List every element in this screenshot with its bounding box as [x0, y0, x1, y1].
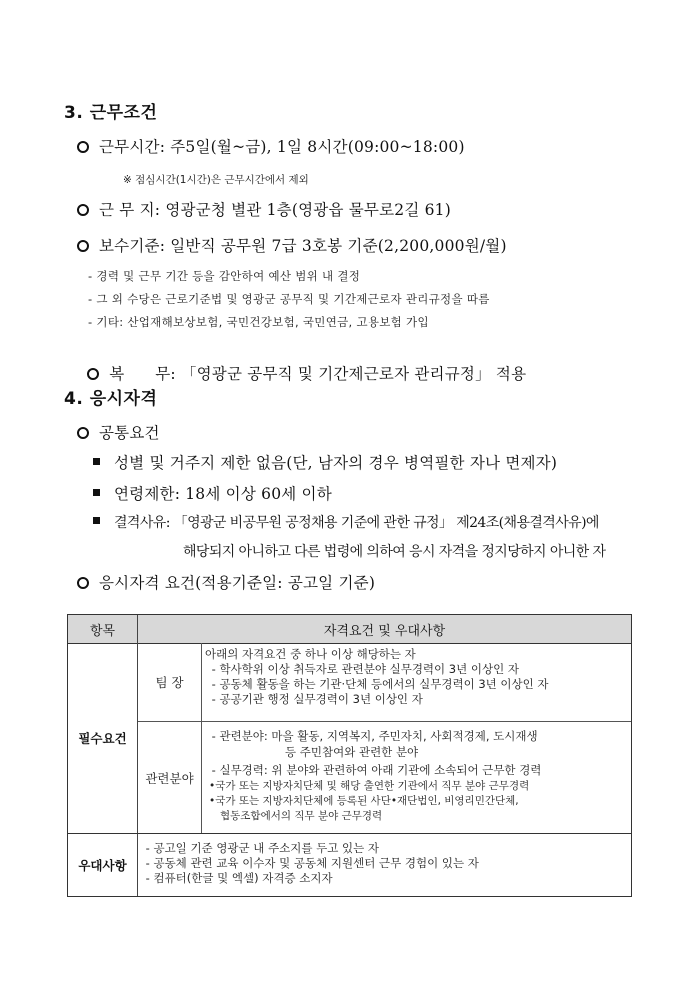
common-item-gender	[93, 451, 557, 473]
lunch-note: ※ 점심시간(1시간)은 근무시간에서 제외	[123, 174, 309, 186]
qualification-label-text: 응시자격 요건(적용기준일: 공고일 기준)	[99, 574, 376, 592]
team-leader-line: - 공동체 활동을 하는 기관·단체 등에서의 실무경력이 3년 이상인 자	[208, 677, 549, 691]
service-item	[77, 344, 526, 384]
header-requirements: 자격요건 및 우대사항	[323, 623, 446, 639]
related-field-line: 등 주민참여와 관련한 분야	[285, 745, 419, 759]
common-item-text: 결격사유: 「영광군 비공무원 공정채용 기준에 관한 규정」 제24조(채용결격사유)에	[114, 515, 599, 531]
preferred-line: - 공고일 기준 영광군 내 주소지를 두고 있는 자	[142, 841, 380, 855]
related-field-line: 협동조합에서의 직무 분야 근무경력	[220, 810, 383, 822]
related-field-line: •국가 또는 지방자치단체에 등록된 사단•재단법인, 비영리민간단체,	[209, 795, 519, 807]
section-4-title: 4. 응시자격	[64, 389, 158, 409]
team-leader-line: - 학사학위 이상 취득자로 관련분야 실무경력이 3년 이상인 자	[208, 662, 519, 676]
circle-bullet-icon	[77, 204, 89, 216]
common-item-text: 연령제한: 18세 이상 60세 이하	[114, 485, 332, 503]
square-bullet-icon	[93, 489, 100, 496]
salary-sub-1: - 경력 및 근무 기간 등을 감안하여 예산 범위 내 결정	[88, 269, 361, 283]
col-divider-2	[201, 643, 202, 833]
common-item-age	[93, 482, 332, 504]
square-bullet-icon	[93, 517, 100, 524]
subrow-label-team-leader: 팀 장	[155, 675, 184, 690]
workplace-text: 근 무 지: 영광군청 별관 1층(영광읍 물무로2길 61)	[99, 201, 451, 219]
circle-bullet-icon	[77, 577, 89, 589]
salary-text: 보수기준: 일반직 공무원 7급 3호봉 기준(2,200,000원/월)	[99, 237, 507, 255]
salary-sub-3: - 기타: 산업재해보상보험, 국민건강보험, 국민연금, 고용보험 가입	[88, 315, 429, 329]
work-hours-text: 근무시간: 주5일(월~금), 1일 8시간(09:00~18:00)	[99, 138, 465, 156]
team-leader-line: - 공공기관 행정 실무경력이 3년 이상인 자	[208, 692, 423, 706]
related-field-line: •국가 또는 지방자치단체 및 해당 출연한 기관에서 직무 분야 근무경력	[209, 780, 530, 792]
square-bullet-icon	[93, 458, 100, 465]
header-item: 항목	[89, 623, 116, 639]
workplace-item	[77, 198, 451, 220]
circle-bullet-icon	[87, 368, 99, 380]
circle-bullet-icon	[77, 240, 89, 252]
subrow-label-related-field: 관련분야	[145, 770, 194, 786]
related-field-line: - 관련분야: 마을 활동, 지역복지, 주민자치, 사회적경제, 도시재생	[208, 729, 538, 743]
row-divider-main	[68, 833, 631, 834]
common-item-disqualification	[93, 512, 599, 532]
row-divider-subrows	[138, 721, 631, 722]
category-required: 필수요건	[78, 731, 127, 746]
common-label-text: 공통요건	[99, 424, 160, 442]
circle-bullet-icon	[77, 427, 89, 439]
qualification-label	[77, 571, 375, 593]
service-text: 복 무: 「영광군 공무직 및 기간제근로자 관리규정」 적용	[109, 365, 527, 383]
salary-item	[77, 234, 507, 256]
preferred-line: - 컴퓨터(한글 및 엑셀) 자격증 소지자	[142, 871, 333, 885]
team-leader-line: 아래의 자격요건 중 하나 이상 해당하는 자	[205, 647, 416, 661]
common-requirements-label	[77, 421, 160, 443]
qualification-table	[67, 614, 632, 897]
related-field-line: - 실무경력: 위 분야와 관련하여 아래 기관에 소속되어 근무한 경력	[208, 763, 542, 777]
common-item-text: 성별 및 거주지 제한 없음(단, 남자의 경우 병역필한 자나 면제자)	[114, 454, 558, 472]
circle-bullet-icon	[77, 141, 89, 153]
preferred-line: - 공동체 관련 교육 이수자 및 공동체 지원센터 근무 경험이 있는 자	[142, 856, 479, 870]
salary-sub-2: - 그 외 수당은 근로기준법 및 영광군 공무직 및 기간제근로자 관리규정을 따름	[88, 292, 490, 306]
section-3-title: 3. 근무조건	[64, 103, 158, 123]
work-hours-item	[77, 135, 465, 157]
common-item-disqualification-cont: 해당되지 아니하고 다른 법령에 의하여 응시 자격을 정지당하지 아니한 자	[183, 544, 606, 560]
category-preferred: 우대사항	[78, 858, 127, 873]
